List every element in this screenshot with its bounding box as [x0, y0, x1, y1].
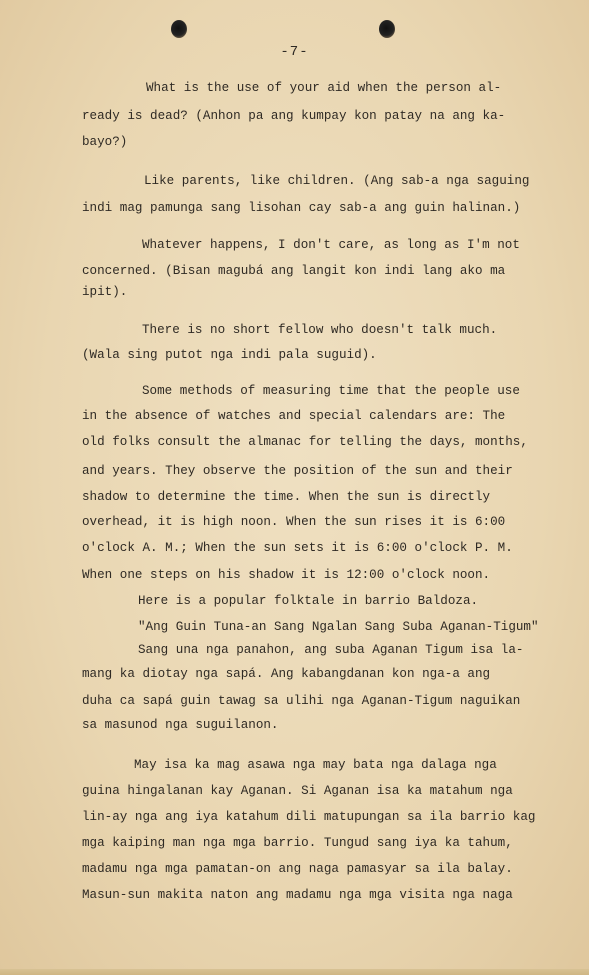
text-line: mga kaiping man nga mga barrio. Tungud sang iya ka tahum, — [82, 836, 513, 850]
text-line: Here is a popular folktale in barrio Baldoza. — [138, 594, 479, 608]
text-line: What is the use of your aid when the person al- — [146, 81, 502, 95]
text-line: Some methods of measuring time that the people use — [142, 384, 520, 398]
text-line: in the absence of watches and special calendars are: The — [82, 409, 506, 423]
text-heading: "Ang Guin Tuna-an Sang Ngalan Sang Suba Aganan-Tigum" — [138, 620, 539, 634]
text-line: guina hingalanan kay Aganan. Si Aganan isa ka matahum nga — [82, 784, 513, 798]
text-line: (Wala sing putot nga indi pala suguid). — [82, 348, 377, 362]
text-line: and years. They observe the position of the sun and their — [82, 464, 513, 478]
text-line: Sang una nga panahon, ang suba Aganan Tigum isa la- — [138, 643, 524, 657]
text-line: Whatever happens, I don't care, as long as I'm not — [142, 238, 520, 252]
text-line: ipit). — [82, 285, 128, 299]
text-line: shadow to determine the time. When the sun is directly — [82, 490, 491, 504]
text-line: There is no short fellow who doesn't talk much. — [142, 323, 498, 337]
page-bottom-edge — [0, 969, 589, 975]
punch-hole-right — [379, 20, 395, 38]
text-line: bayo?) — [82, 135, 128, 149]
text-line: duha ca sapá guin tawag sa ulihi nga Aganan-Tigum naguikan — [82, 694, 521, 708]
text-line: old folks consult the almanac for telling the days, months, — [82, 435, 528, 449]
text-line: indi mag pamunga sang lisohan cay sab-a ang guin halinan.) — [82, 201, 521, 215]
text-line: overhead, it is high noon. When the sun rises it is 6:00 — [82, 515, 506, 529]
text-line: ready is dead? (Anhon pa ang kumpay kon patay na ang ka- — [82, 109, 506, 123]
text-line: Like parents, like children. (Ang sab-a nga saguing — [144, 174, 530, 188]
text-line: lin-ay nga ang iya katahum dili matupungan sa ila barrio kag — [82, 810, 536, 824]
text-line: mang ka diotay nga sapá. Ang kabangdanan kon nga-a ang — [82, 667, 491, 681]
text-line: May isa ka mag asawa nga may bata nga dalaga nga — [134, 758, 497, 772]
text-line: sa masunod nga suguilanon. — [82, 718, 279, 732]
text-line: When one steps on his shadow it is 12:00 o'clock noon. — [82, 568, 491, 582]
text-line: concerned. (Bisan magubá ang langit kon indi lang ako ma — [82, 264, 506, 278]
text-line: madamu nga mga pamatan-on ang naga pamasyar sa ila balay. — [82, 862, 513, 876]
punch-hole-left — [171, 20, 187, 38]
text-line: o'clock A. M.; When the sun sets it is 6:00 o'clock P. M. — [82, 541, 513, 555]
text-line: Masun-sun makita naton ang madamu nga mga visita nga naga — [82, 888, 513, 902]
page-number: -7- — [280, 44, 309, 60]
